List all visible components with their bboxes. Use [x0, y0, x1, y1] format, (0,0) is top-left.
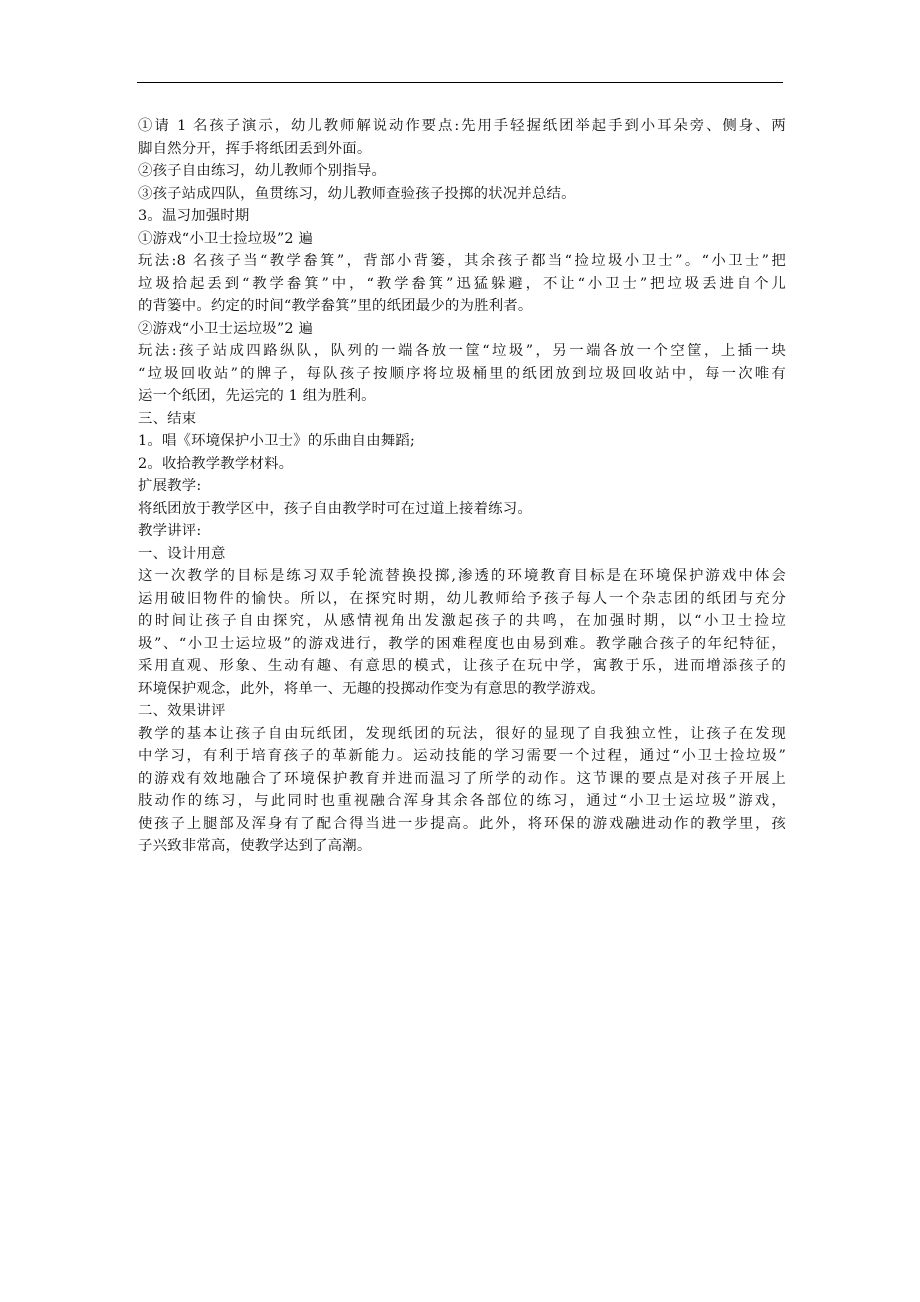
- paragraph-line: 的时间让孩子自由探究，从感情视角出发激起孩子的共鸣，在加强时期，以“小卫士捡垃: [138, 613, 786, 629]
- paragraph-line: 的背篓中。约定的时间“教学畚箕”里的纸团最少的为胜利者。: [138, 298, 533, 314]
- header-rule: [137, 82, 783, 83]
- paragraph-line: ②游戏“小卫士运垃圾”2 遍: [138, 320, 314, 337]
- paragraph-line: 3。温习加强时期: [138, 208, 250, 224]
- paragraph-line: ②孩子自由练习，幼儿教师个别指导。: [138, 163, 387, 179]
- document-body: [138, 115, 786, 858]
- paragraph-line: 圾”、“小卫士运垃圾”的游戏进行，教学的困难程度也由易到难。教学融合孩子的年纪特征，: [138, 635, 786, 652]
- paragraph-line: 玩法:8 名孩子当“教学畚箕”，背部小背篓，其余孩子都当“捡垃圾小卫士”。“小卫士”把: [138, 253, 786, 269]
- paragraph-line: 玩法:孩子站成四路纵队，队列的一端各放一筐“垃圾”，另一端各放一个空筐，上插一块: [138, 343, 786, 359]
- paragraph-line: 运用破旧物件的愉快。所以，在探究时期，幼儿教师给予孩子每人一个杂志团的纸团与充分: [138, 590, 786, 607]
- paragraph-line: “垃圾回收站”的牌子，每队孩子按顺序将垃圾桶里的纸团放到垃圾回收站中，每一次唯有: [138, 365, 786, 382]
- paragraph-line: 将纸团放于教学区中，孩子自由教学时可在过道上接着练习。: [138, 500, 532, 517]
- paragraph-line: 教学讲评:: [138, 523, 202, 539]
- paragraph-line: 1。唱《环境保护小卫士》的乐曲自由舞蹈;: [138, 433, 416, 449]
- paragraph-line: 垃圾拾起丢到“教学畚箕”中，“教学畚箕”迅猛躲避，不让“小卫士”把垃圾丢进自个儿: [138, 275, 786, 292]
- paragraph-line: 这一次教学的目标是练习双手轮流替换投掷,渗透的环境教育目标是在环境保护游戏中体会: [138, 568, 786, 584]
- paragraph-line: 子兴致非常高，使教学达到了高潮。: [138, 838, 372, 854]
- paragraph-line: 肢动作的练习，与此同时也重视融合浑身其余各部位的练习，通过“小卫士运垃圾”游戏，: [138, 793, 786, 809]
- paragraph-line: 扩展教学:: [138, 478, 202, 494]
- paragraph-line: 三、结束: [138, 410, 197, 427]
- paragraph-line: 使孩子上腿部及浑身有了配合得当进一步提高。此外，将环保的游戏融进动作的教学里，孩: [138, 815, 786, 832]
- paragraph-line: 一、设计用意: [138, 545, 226, 562]
- paragraph-line: 二、效果讲评: [138, 703, 226, 719]
- paragraph-line: ①游戏“小卫士捡垃圾”2 遍: [138, 230, 314, 247]
- paragraph-line: 中学习，有利于培育孩子的革新能力。运动技能的学习需要一个过程，通过“小卫士捡垃圾”: [138, 748, 786, 764]
- paragraph-line: 采用直观、形象、生动有趣、有意思的模式，让孩子在玩中学，寓教于乐，进而增添孩子的: [138, 658, 786, 674]
- paragraph-line: 环境保护观念，此外，将单一、无趣的投掷动作变为有意思的教学游戏。: [138, 680, 605, 697]
- paragraph-line: 的游戏有效地融合了环境保护教育并进而温习了所学的动作。这节课的要点是对孩子开展上: [138, 770, 786, 787]
- paragraph-line: 运一个纸团，先运完的 1 组为胜利。: [138, 388, 376, 404]
- paragraph-line: 2。收拾教学教学材料。: [138, 455, 294, 472]
- paragraph-line: 脚自然分开，挥手将纸团丢到外面。: [138, 140, 372, 157]
- paragraph-line: 教学的基本让孩子自由玩纸团，发现纸团的玩法，很好的显现了自我独立性，让孩子在发现: [138, 725, 786, 742]
- paragraph-line: ③孩子站成四队，鱼贯练习，幼儿教师查验孩子投掷的状况并总结。: [138, 185, 576, 202]
- paragraph-line: ①请 1 名孩子演示，幼儿教师解说动作要点:先用手轻握纸团举起手到小耳朵旁、侧身、两: [138, 118, 786, 134]
